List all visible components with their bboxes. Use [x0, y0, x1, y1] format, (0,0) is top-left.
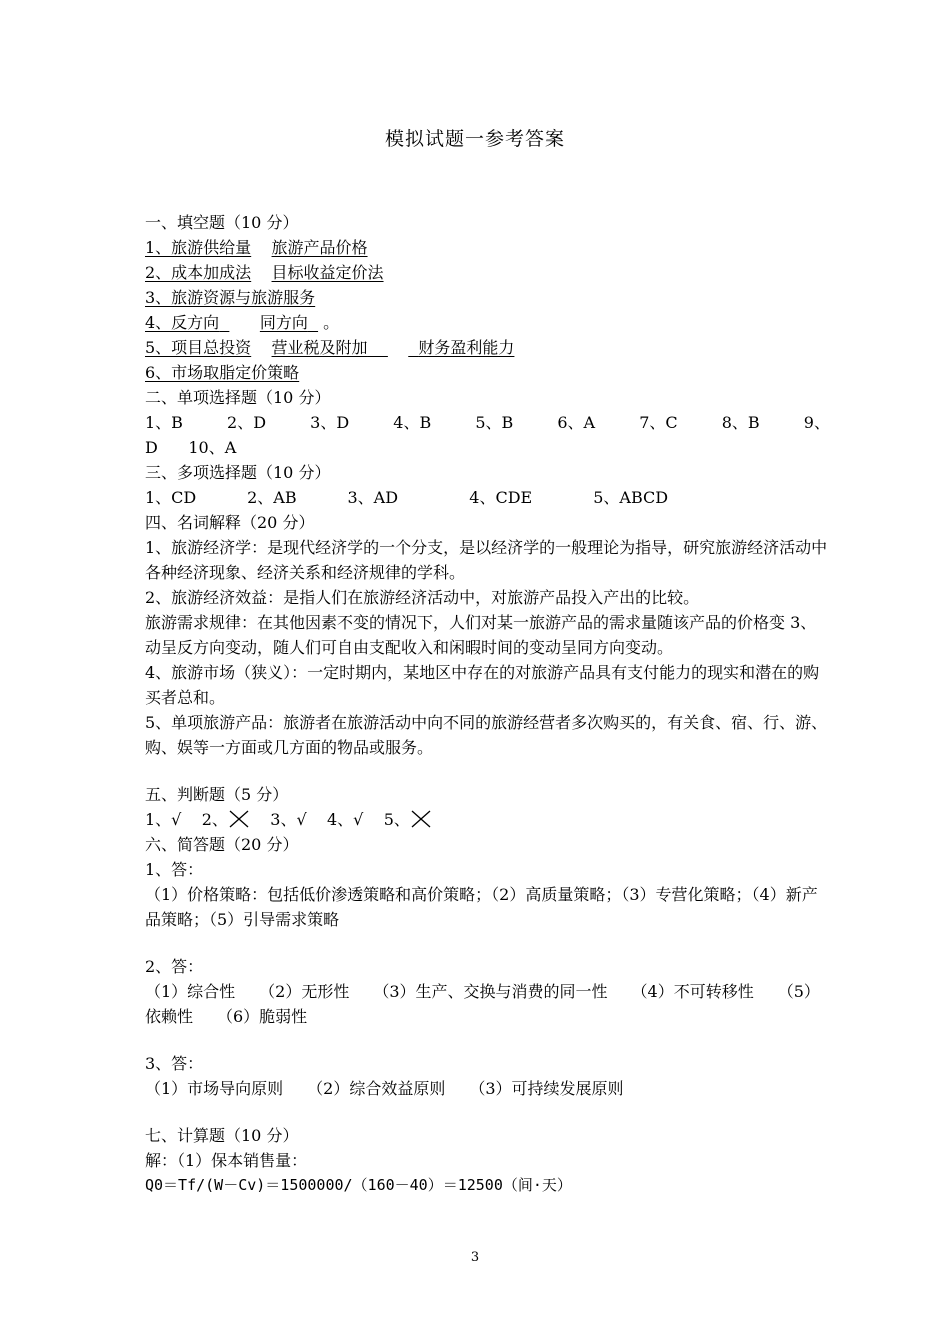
single-choice-answers: 1、B 2、D 3、D 4、B 5、B 6、A 7、C 8、B 9、 — [145, 413, 830, 432]
page-title: 模拟试题一参考答案 — [384, 128, 565, 150]
single-choice-answers-cont: D 10、A — [145, 438, 237, 457]
short-answer-2-label: 2、答： — [145, 957, 204, 976]
short-answer-1-label: 1、答： — [145, 860, 204, 879]
fill-answer-3: 3、旅游资源与旅游服务 — [145, 288, 316, 307]
section-3-heading: 三、多项选择题（10 分） — [145, 463, 331, 482]
answer-content — [145, 210, 830, 1198]
definition-4: 4、旅游市场（狭义）：一定时期内，某地区中存在的对旅游产品具有支付能力的现实和潜在的购买者总和。 — [145, 663, 820, 707]
calc-formula: Q0＝Tf/(W－Cv)＝1500000/（160－40）＝12500（间·天） — [145, 1176, 572, 1194]
definition-1: 1、旅游经济学：是现代经济学的一个分支，是以经济学的一般理论为指导，研究旅游经济活动中各种经济现象、经济关系和经济规律的学科。 — [145, 538, 828, 582]
section-2-heading: 二、单项选择题（10 分） — [145, 388, 331, 407]
fill-answer-1: 1、旅游供给量 旅游产品价格 — [145, 238, 368, 257]
short-answer-3-label: 3、答： — [145, 1054, 204, 1073]
definition-5: 5、单项旅游产品：旅游者在旅游活动中向不同的旅游经营者多次购买的，有关食、宿、行、游、购、娱等一方面或几方面的物品或服务。 — [145, 713, 828, 757]
section-1-heading: 一、填空题（10 分） — [145, 213, 299, 232]
section-5-heading: 五、判断题（5 分） — [145, 785, 289, 804]
cross-mark-icon — [228, 810, 250, 828]
short-answer-1: （1）价格策略：包括低价渗透策略和高价策略；（2）高质量策略；（3）专营化策略；（4）新产品策略；（5）引导需求策略 — [145, 885, 818, 929]
fill-answer-4: 4、反方向 同方向 。 — [145, 313, 340, 332]
multi-choice-answers: 1、CD 2、AB 3、AD 4、CDE 5、ABCD — [145, 488, 669, 507]
short-answer-3: （1）市场导向原则 （2）综合效益原则 （3）可持续发展原则 — [145, 1079, 624, 1098]
definition-3: 旅游需求规律：在其他因素不变的情况下，人们对某一旅游产品的需求量随该产品的价格变 3、动呈反方向变动，随人们可自由支配收入和闲暇时间的变动呈同方向变动。 — [145, 613, 817, 657]
page-number: 3 — [470, 1250, 480, 1265]
section-4-heading: 四、名词解释（20 分） — [145, 513, 315, 532]
calc-step-1: 解：（1）保本销售量： — [145, 1151, 308, 1170]
definition-2: 2、旅游经济效益：是指人们在旅游经济活动中，对旅游产品投入产出的比较。 — [145, 588, 700, 607]
short-answer-2: （1）综合性 （2）无形性 （3）生产、交换与消费的同一性 （4）不可转移性 （5）依赖性 （6）脆弱性 — [145, 982, 820, 1026]
fill-answer-5: 5、项目总投资 营业税及附加 财务盈利能力 — [145, 338, 515, 357]
section-7-heading: 七、计算题（10 分） — [145, 1126, 299, 1145]
section-6-heading: 六、简答题（20 分） — [145, 835, 299, 854]
true-false-answers: 1、√ 2、 3、√ 4、√ 5、 — [145, 807, 830, 832]
fill-answer-2: 2、成本加成法 目标收益定价法 — [145, 263, 384, 282]
fill-answer-6: 6、市场取脂定价策略 — [145, 363, 300, 382]
cross-mark-icon — [410, 810, 432, 828]
